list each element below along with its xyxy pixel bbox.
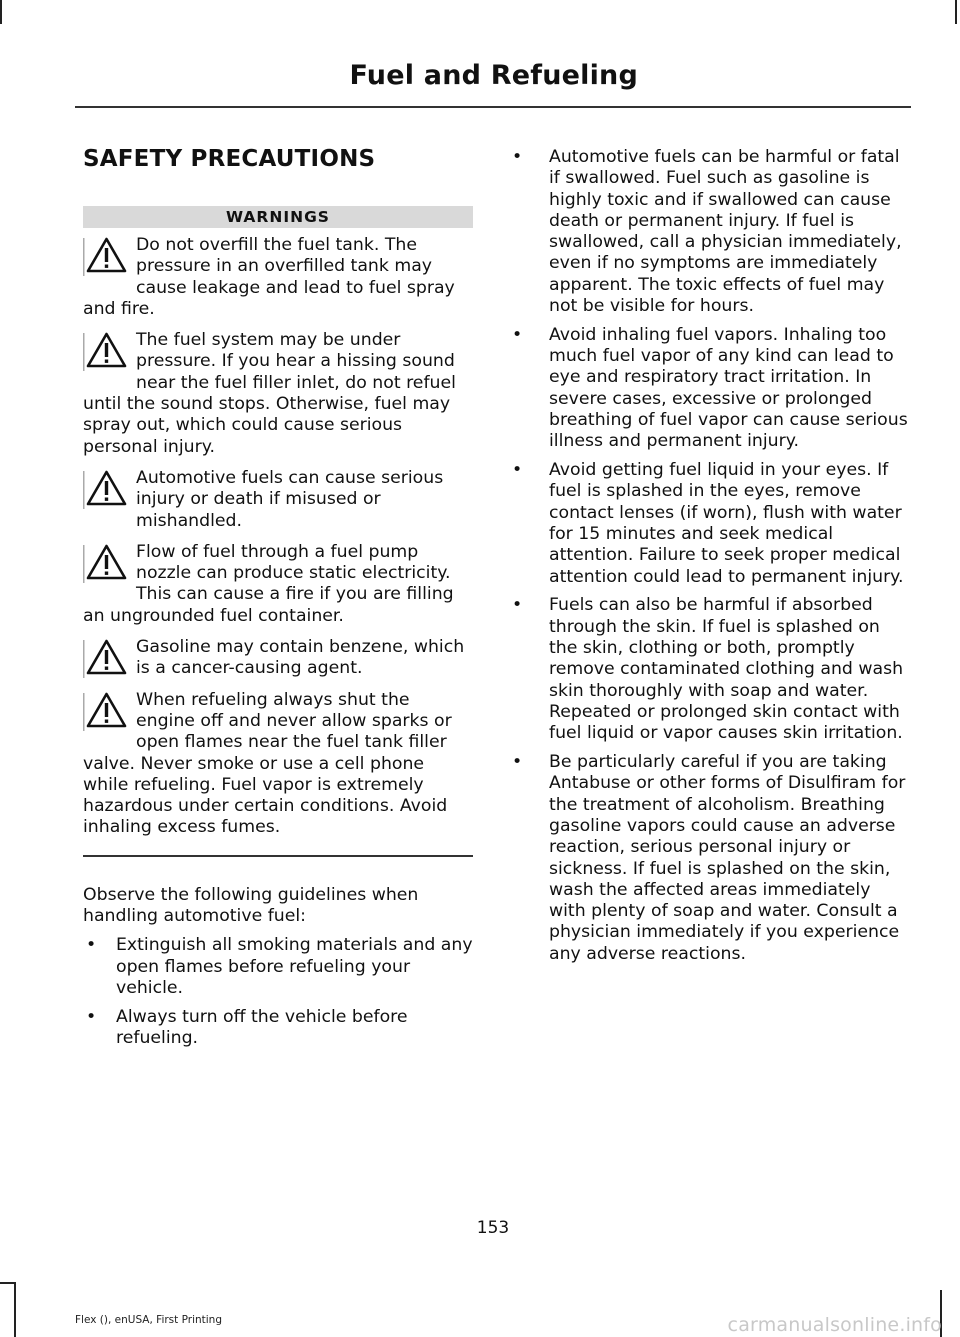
bullet-text: Extinguish all smoking materials and any open flames before refueling your vehicle. [116, 935, 473, 998]
header-divider [75, 106, 911, 108]
warning-text: The fuel system may be under pressure. If you hear a hissing sound near the fuel filler inlet, do not refuel until the sound stops. Otherwise, fuel may spray out, which could cause serious personal injury. [83, 330, 456, 457]
bullet-item [512, 325, 910, 453]
bullet-glyph: • [86, 1006, 97, 1027]
warning-text: Flow of fuel through a fuel pump nozzle can produce static electricity. This can cause a fire if you are filling an ungrounded fuel container. [83, 541, 454, 626]
page-header-title: Fuel and Refueling [349, 60, 638, 91]
right-column [512, 147, 910, 972]
warning-triangle-icon [83, 468, 130, 514]
bullet-text: Always turn off the vehicle before refueling. [116, 1006, 408, 1048]
warning-item [83, 468, 473, 532]
bullet-text: Avoid getting fuel liquid in your eyes. If fuel is splashed in the eyes, remove contact lenses (if worn), flush with water for 15 minutes and seek medical attention. Failure to seek proper medical attention could lead to permanent injury. [549, 460, 904, 587]
section-title: SAFETY PRECAUTIONS [83, 146, 376, 172]
bullet-glyph: • [512, 324, 523, 345]
warning-text: Do not overfill the fuel tank. The pressure in an overfilled tank may cause leakage and lead to fuel spray and fire. [83, 235, 455, 319]
crop-mark-bottom-left [14, 1282, 16, 1337]
warning-triangle-icon [83, 235, 130, 281]
bullet-glyph: • [512, 752, 523, 773]
page-number: 153 [476, 1218, 510, 1238]
warnings-label: WARNINGS [83, 206, 473, 228]
bullet-text: Automotive fuels can be harmful or fatal if swallowed. Fuel such as gasoline is highly toxic and if swallowed can cause death or permanent injury. If fuel is swallowed, call a physician immediately, even if no symptoms are immediately apparent. The toxic effects of fuel may not be visible for hours. [549, 147, 902, 317]
bullet-glyph: • [512, 147, 523, 167]
warning-triangle-icon [83, 542, 130, 588]
crop-mark-top-right [955, 0, 957, 24]
crop-mark-top-left [0, 0, 2, 24]
bullet-glyph: • [86, 935, 97, 956]
bullet-item [83, 935, 473, 999]
bullet-item [512, 595, 910, 744]
bullet-item [512, 147, 910, 317]
warning-text: Gasoline may contain benzene, which is a cancer-causing agent. [136, 637, 465, 679]
bullet-glyph: • [512, 595, 523, 616]
bullet-text: Be particularly careful if you are taking Antabuse or other forms of Disulfiram for the treatment of alcoholism. Breathing gasoline vapors could cause an adverse reaction, serious personal injury or sickness. If fuel is splashed on the skin, wash the affected areas immediately with plenty of soap and water. Consult a physician immediately if you experience any adverse reactions. [549, 752, 906, 964]
bullet-item [512, 752, 910, 965]
edition-footer: Flex (), enUSA, First Printing [75, 1314, 222, 1326]
bullet-item [512, 460, 910, 588]
crop-mark-bottom-left-h [0, 1282, 16, 1284]
warning-item [83, 542, 473, 627]
right-bullet-list [512, 147, 910, 965]
warnings-list [83, 235, 473, 839]
crop-mark-top-left-h [0, 22, 2, 24]
warnings-divider [83, 855, 473, 857]
bullet-glyph: • [512, 460, 523, 481]
left-bullet-list [83, 935, 473, 1049]
warning-item [83, 330, 473, 458]
left-column [83, 146, 473, 1057]
bullet-item [83, 1007, 473, 1050]
warning-triangle-icon [83, 690, 130, 736]
bullet-text: Avoid inhaling fuel vapors. Inhaling too much fuel vapor of any kind can lead to eye and respiratory tract irritation. In severe cases, excessive or prolonged breathing of fuel vapor can cause serious illness and permanent injury. [549, 324, 908, 452]
warning-triangle-icon [83, 637, 130, 683]
warning-triangle-icon [83, 330, 130, 376]
warning-item [83, 690, 473, 839]
warning-item [83, 637, 473, 680]
watermark: carmanualsonline.info [727, 1314, 942, 1336]
bullet-text: Fuels can also be harmful if absorbed through the skin. If fuel is splashed on the skin, clothing or both, promptly remove contaminated clothing and wash skin thoroughly with soap and water. Repeated or prolonged skin contact with fuel liquid or vapor causes skin irritation. [549, 595, 904, 744]
warning-item [83, 235, 473, 320]
guidelines-intro: Observe the following guidelines when handling automotive fuel: [83, 884, 419, 927]
warning-text: When refueling always shut the engine off and never allow sparks or open flames near the fuel tank filler valve. Never smoke or use a cell phone while refueling. Fuel vapor is extremely hazardous under certain conditions. Avoid inhaling excess fumes. [83, 689, 452, 838]
warning-text: Automotive fuels can cause serious injury or death if misused or mishandled. [136, 467, 444, 531]
